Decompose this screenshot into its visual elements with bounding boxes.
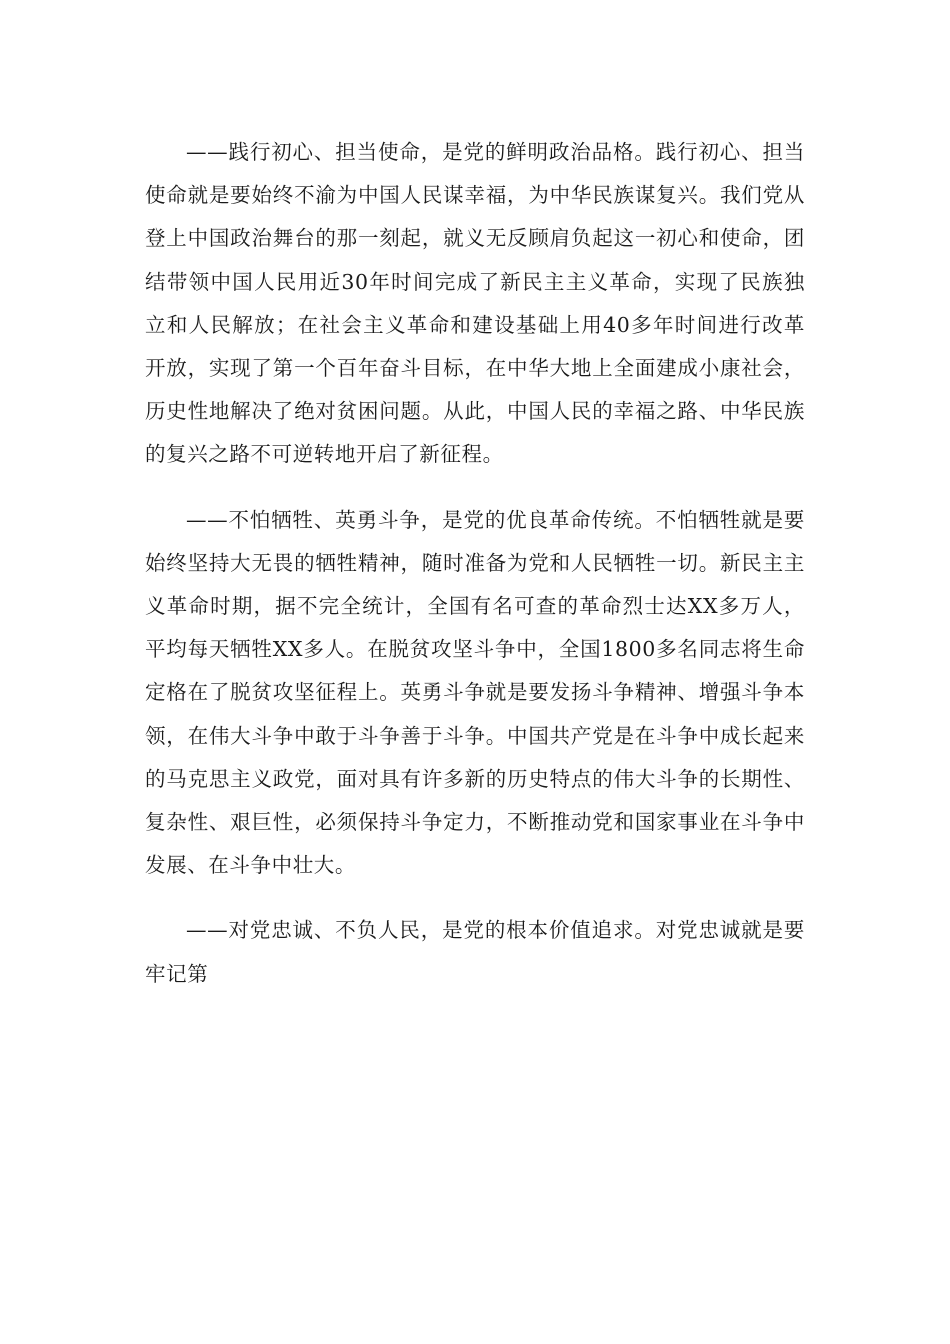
paragraph-loyalty-people: ——对党忠诚、不负人民，是党的根本价值追求。对党忠诚就是要牢记第 (145, 918, 805, 986)
paragraph-sacrifice-struggle: ——不怕牺牲、英勇斗争，是党的优良革命传统。不怕牺牲就是要始终坚持大无畏的牺牲精神，随时准备为党和人民牺牲一切。新民主主义革命时期，据不完全统计，全国有名可查的革命烈士达XX多万人，平均每天牺牲XX多人。在脱贫攻坚斗争中，全国1800多名同志将生命定格在了脱贫攻坚征程上。英勇斗争就是要发扬斗争精神、增强斗争本领，在伟大斗争中敢于斗争善于斗争。中国共产党是在斗争中成长起来的马克思主义政党，面对具有许多新的历史特点的伟大斗争的长期性、复杂性、艰巨性，必须保持斗争定力，不断推动党和国家事业在斗争中发展、在斗争中壮大。 (145, 507, 805, 878)
paragraph-practice-mission: ——践行初心、担当使命，是党的鲜明政治品格。践行初心、担当使命就是要始终不渝为中国人民谋幸福，为中华民族谋复兴。我们党从登上中国政治舞台的那一刻起，就义无反顾肩负起这一初心和使命，团结带领中国人民用近30年时间完成了新民主主义革命，实现了民族独立和人民解放；在社会主义革命和建设基础上用40多年时间进行改革开放，实现了第一个百年奋斗目标，在中华大地上全面建成小康社会，历史性地解决了绝对贫困问题。从此，中国人民的幸福之路、中华民族的复兴之路不可逆转地开启了新征程。 (145, 140, 805, 467)
document-body (145, 131, 805, 996)
